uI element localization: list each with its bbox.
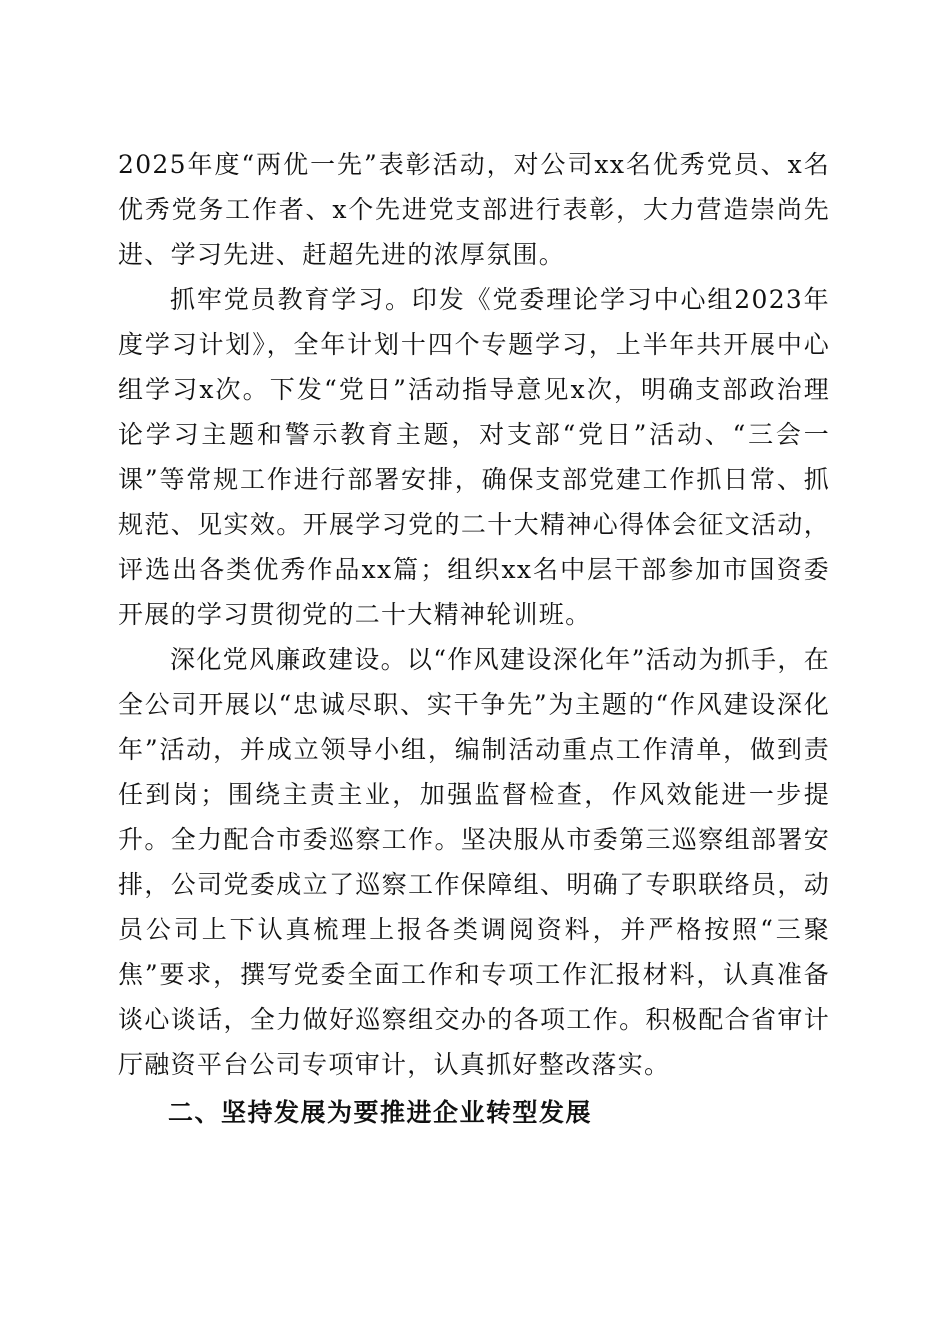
document-body [118,142,830,1135]
paragraph-integrity-building: 深化党风廉政建设。以“作风建设深化年”活动为抓手，在全公司开展以“忠诚尽职、实干争先”为主题的“作风建设深化年”活动，并成立领导小组，编制活动重点工作清单，做到责任到岗；围绕主责主业，加强监督检查，作风效能进一步提升。全力配合市委巡察工作。坚决服从市委第三巡察组部署安排，公司党委成立了巡察工作保障组、明确了专职联络员，动员公司上下认真梳理上报各类调阅资料，并严格按照“三聚焦”要求，撰写党委全面工作和专项工作汇报材料，认真准备谈心谈话，全力做好巡察组交办的各项工作。积极配合省审计厅融资平台公司专项审计，认真抓好整改落实。 [118,645,830,1079]
paragraph-awards-continuation: 2025年度“两优一先”表彰活动，对公司xx名优秀党员、x名优秀党务工作者、x个先进党支部进行表彰，大力营造崇尚先进、学习先进、赶超先进的浓厚氛围。 [118,150,830,269]
section-heading: 二、坚持发展为要推进企业转型发展 [168,1098,593,1127]
paragraph-party-education: 抓牢党员教育学习。印发《党委理论学习中心组2023年度学习计划》，全年计划十四个专题学习，上半年共开展中心组学习x次。下发“党日”活动指导意见x次，明确支部政治理论学习主题和警示教育主题，对支部“党日”活动、“三会一课”等常规工作进行部署安排，确保支部党建工作抓日常、抓规范、见实效。开展学习党的二十大精神心得体会征文活动，评选出各类优秀作品xx篇；组织xx名中层干部参加市国资委开展的学习贯彻党的二十大精神轮训班。 [118,285,830,629]
